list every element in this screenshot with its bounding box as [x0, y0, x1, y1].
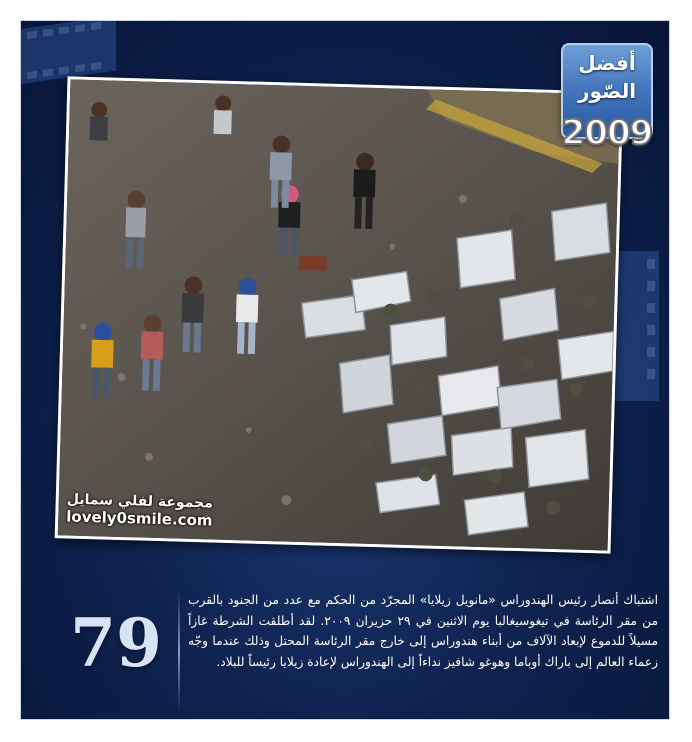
photo-watermark: [66, 491, 213, 529]
caption-divider: [178, 592, 180, 710]
caption-section: [56, 584, 660, 716]
badge-title-line1: أفضل: [578, 51, 636, 75]
photo-number: 79: [70, 604, 162, 682]
watermark-arabic: مجموعة لفلي سمايل: [66, 491, 214, 512]
riot-scene-image: [58, 79, 621, 550]
watermark-site: lovely0smile.com: [66, 507, 213, 530]
news-photo: [55, 76, 624, 553]
feature-panel: [20, 20, 670, 720]
badge-year: 2009: [561, 113, 653, 153]
photo-caption: اشتباك أنصار رئيس الهندوراس «مانويل زيلايا» المجرّد من الحكم مع عدد من الجنود بالقرب من مقر الرئاسة في تيغوسيغالبا يوم الاثنين في ٢٩ حزيران ٢٠٠٩. لقد أطلقت الشرطة غازاً مسيلاً للدموع لإبعاد الآلاف من أبناء هندوراس إلى خارج مقر الرئاسة المحتل وذلك عندما وجّه زعماء العالم إلى باراك أوباما وهوغو شافيز نداءاً إلى الهندوراس لإعادة زيلايا رئيساً للبلاد.: [188, 593, 658, 669]
badge-title-line2: الصّور: [577, 79, 637, 103]
